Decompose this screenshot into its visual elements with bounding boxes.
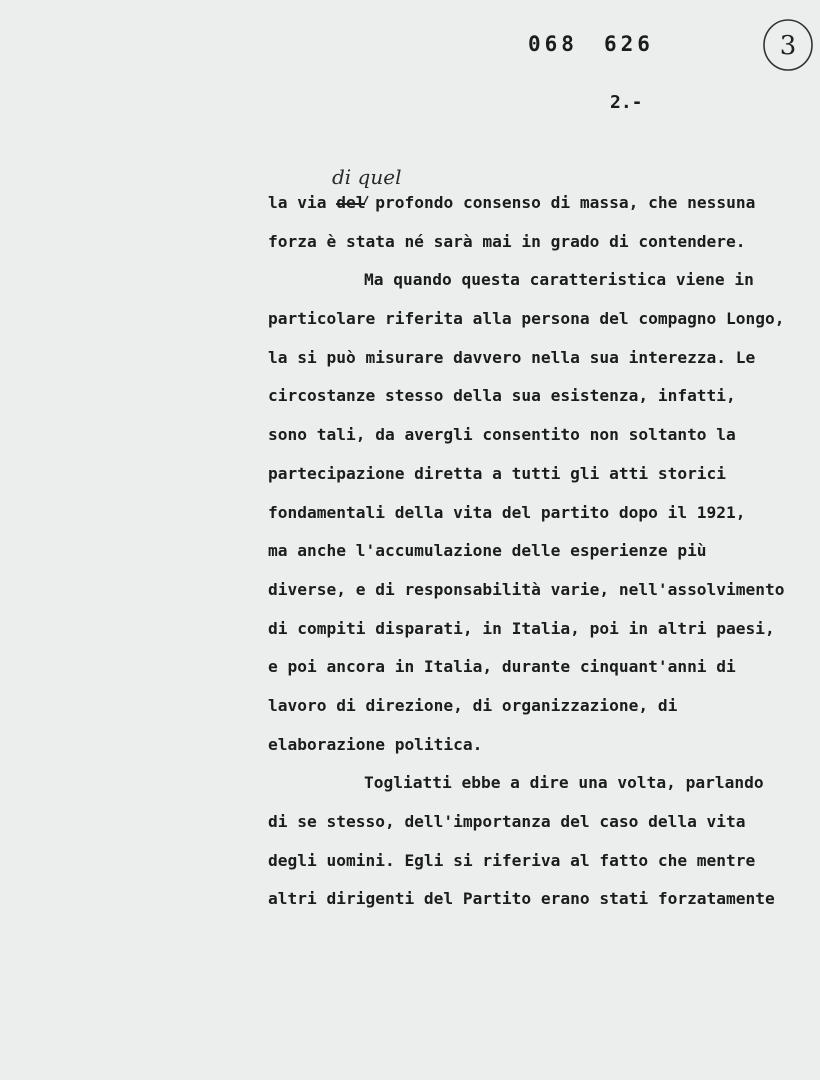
document-number — [528, 32, 654, 56]
text-line: Ma quando questa caratteristica viene in — [364, 270, 754, 290]
text-line: partecipazione diretta a tutti gli atti storici — [268, 463, 727, 483]
circled-number: 3 — [779, 31, 797, 61]
struck-word: del — [336, 193, 366, 212]
text-line: degli uomini. Egli si riferiva al fatto che mentre — [268, 850, 756, 870]
text-line: elaborazione politica. — [268, 734, 483, 754]
body-text — [268, 190, 808, 925]
text-line: di se stesso, dell'importanza del caso della vita — [268, 812, 746, 831]
page-number: 2.- — [610, 92, 643, 113]
text-line: forza è stata né sarà mai in grado di contendere. — [268, 231, 746, 251]
text-line: e poi ancora in Italia, durante cinquant'anni di — [268, 657, 736, 677]
text-line: lavoro di direzione, di organizzazione, di — [268, 695, 678, 715]
text-line: la si può misurare davvero nella sua interezza. Le — [268, 347, 756, 367]
document-number-part-b: 626 — [603, 32, 654, 56]
circled-page-mark — [760, 16, 816, 74]
text-line: circostanze stesso della sua esistenza, infatti, — [268, 386, 736, 406]
text-line: Togliatti ebbe a dire una volta, parlando — [364, 773, 764, 793]
text-line-end: profondo consenso di massa, che nessuna — [375, 193, 756, 212]
text-line-start: la via — [268, 193, 337, 212]
text-line: ma anche l'accumulazione delle esperienze più — [268, 541, 707, 561]
text-line: altri dirigenti del Partito erano stati forzatamente — [268, 889, 775, 909]
text-line: diverse, e di responsabilità varie, nell'assolvimento — [268, 579, 785, 599]
text-line: particolare riferita alla persona del compagno Longo, — [268, 309, 785, 329]
text-line: di compiti disparati, in Italia, poi in altri paesi, — [268, 618, 775, 638]
text-line: sono tali, da avergli consentito non soltanto la — [268, 425, 736, 445]
handwritten-insertion-text: di quel — [332, 165, 402, 189]
text-line: fondamentali della vita del partito dopo il 1921, — [268, 502, 746, 522]
document-number-part-a: 068 — [528, 32, 578, 56]
text-line — [268, 190, 808, 229]
